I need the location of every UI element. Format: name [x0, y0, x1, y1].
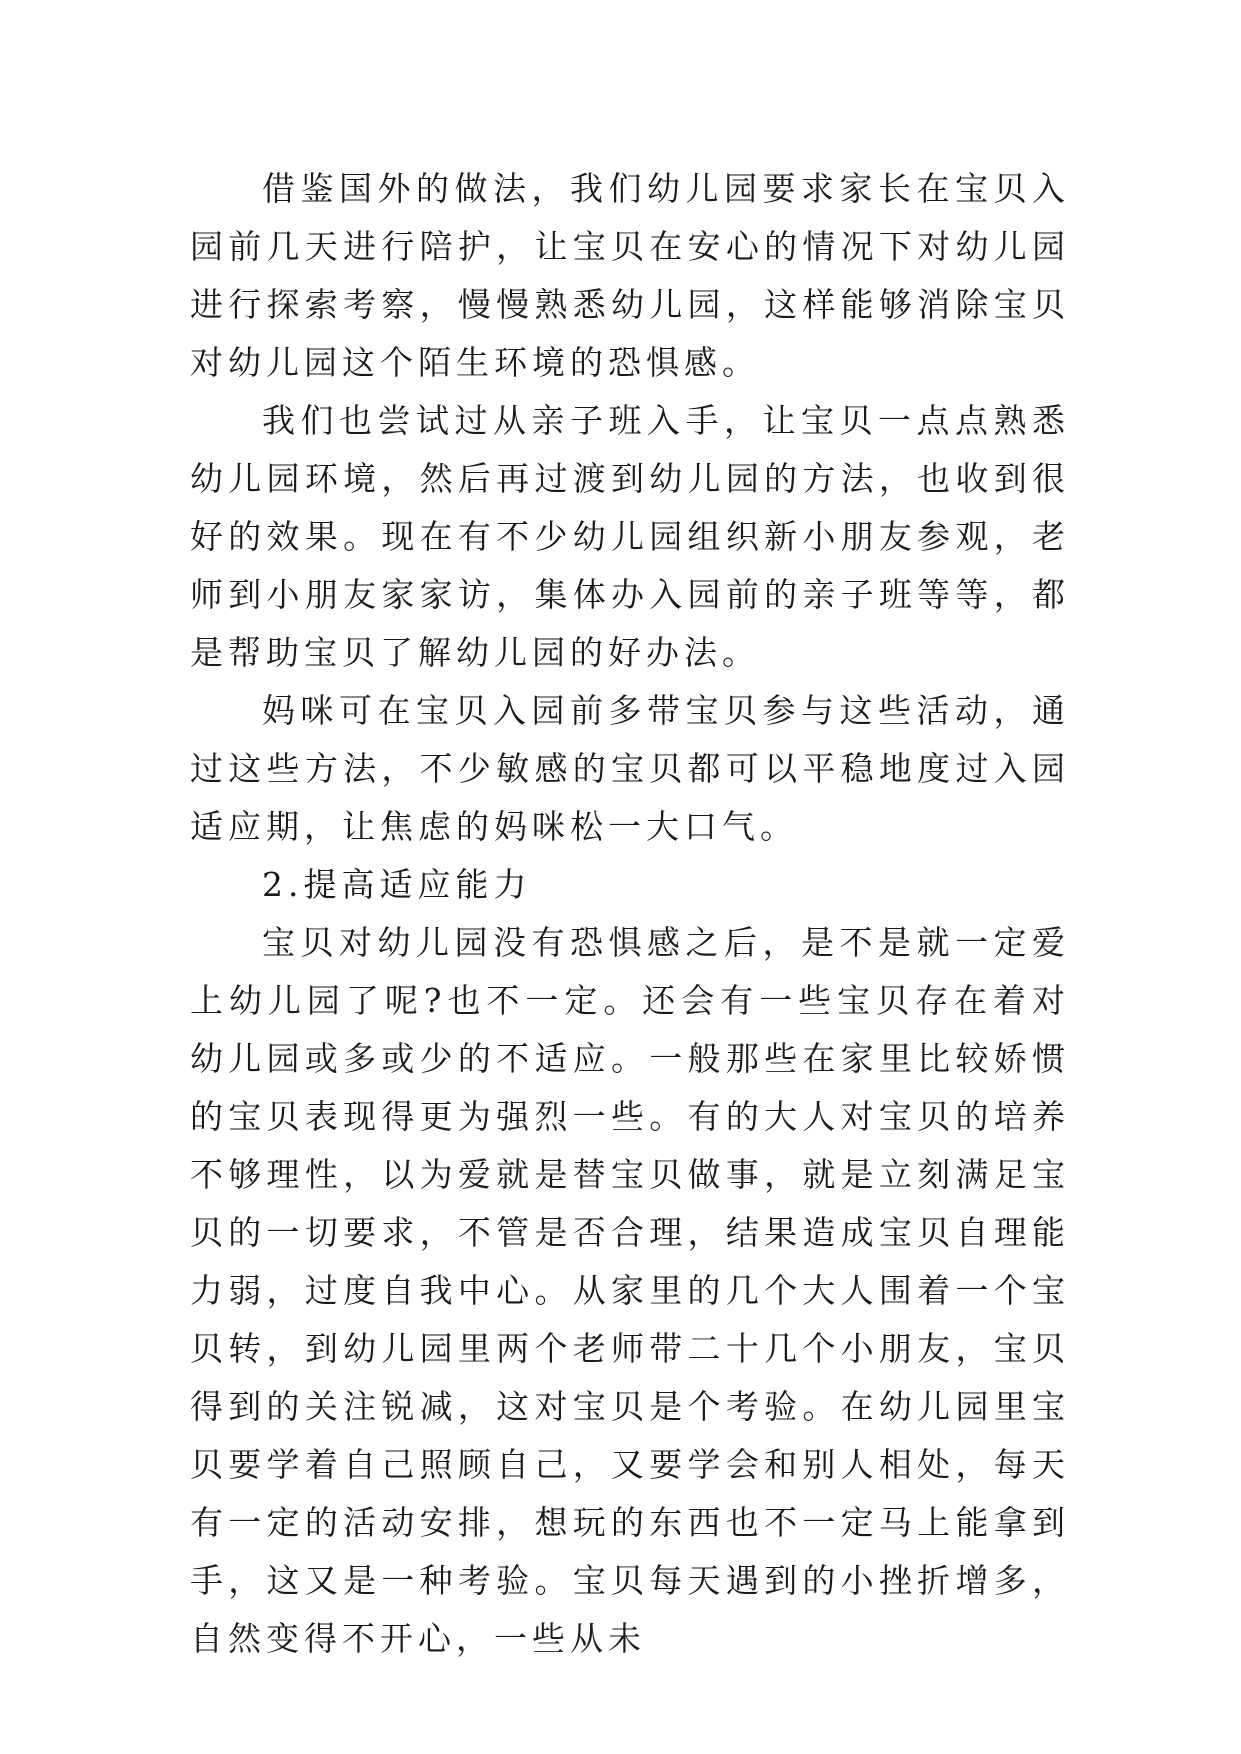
document-body — [190, 160, 1070, 1668]
paragraph-adaptation: 宝贝对幼儿园没有恐惧感之后，是不是就一定爱上幼儿园了呢?也不一定。还会有一些宝贝存在着对幼儿园或多或少的不适应。一般那些在家里比较娇惯的宝贝表现得更为强烈一些。有的大人对宝贝的培养不够理性，以为爱就是替宝贝做事，就是立刻满足宝贝的一切要求，不管是否合理，结果造成宝贝自理能力弱，过度自我中心。从家里的几个大人围着一个宝贝转，到幼儿园里两个老师带二十几个小朋友，宝贝得到的关注锐减，这对宝贝是个考验。在幼儿园里宝贝要学着自己照顾自己，又要学会和别人相处，每天有一定的活动安排，想玩的东西也不一定马上能拿到手，这又是一种考验。宝贝每天遇到的小挫折增多，自然变得不开心，一些从未 — [190, 923, 1070, 1658]
paragraph-mommy-activities: 妈咪可在宝贝入园前多带宝贝参与这些活动，通过这些方法，不少敏感的宝贝都可以平稳地度过入园适应期，让焦虑的妈咪松一大口气。 — [190, 691, 1070, 846]
section-heading-adaptability: 2.提高适应能力 — [262, 865, 532, 904]
paragraph-parent-child-class: 我们也尝试过从亲子班入手，让宝贝一点点熟悉幼儿园环境，然后再过渡到幼儿园的方法，也收到很好的效果。现在有不少幼儿园组织新小朋友参观，老师到小朋友家家访，集体办入园前的亲子班等等，都是帮助宝贝了解幼儿园的好办法。 — [190, 401, 1070, 672]
paragraph-foreign-practice: 借鉴国外的做法，我们幼儿园要求家长在宝贝入园前几天进行陪护，让宝贝在安心的情况下对幼儿园进行探索考察，慢慢熟悉幼儿园，这样能够消除宝贝对幼儿园这个陌生环境的恐惧感。 — [190, 169, 1070, 382]
